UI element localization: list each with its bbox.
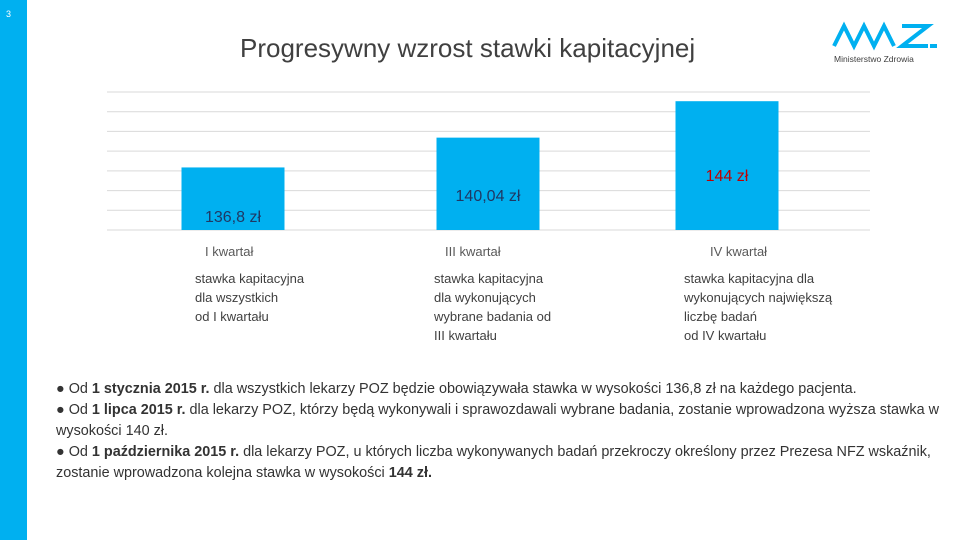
description-line: dla wykonujących [434, 290, 536, 305]
description-line: stawka kapitacyjna dla [684, 271, 815, 286]
category-label-1: I kwartał [205, 244, 254, 259]
bullet-text: dla lekarzy POZ, u których liczba wykonywanych badań przekroczy określony przez Prezesa NFZ wskaźnik, zostanie wprowadzona kolejna stawka w wysokości [56, 444, 931, 481]
description-3 [684, 269, 832, 345]
logo-text: Ministerstwo Zdrowia [834, 54, 914, 64]
description-line: od IV kwartału [684, 328, 767, 343]
description-1 [195, 269, 304, 326]
slide-number: 3 [6, 9, 12, 19]
description-line: wykonujących największą [684, 290, 833, 305]
bullet-text: Od [68, 402, 92, 418]
description-line: III kwartału [434, 328, 497, 343]
bullet-item-3 [56, 442, 956, 484]
data-label-3: 144 zł [705, 168, 749, 185]
description-2 [434, 269, 551, 345]
category-label-3: IV kwartał [710, 244, 768, 259]
bullet-amount: 144 zł. [388, 465, 432, 481]
bullet-date: 1 lipca 2015 r. [91, 402, 186, 418]
bullet-text: dla wszystkich lekarzy POZ będzie obowiązywała stawka w wysokości 136,8 zł na każdego pacjenta. [209, 381, 857, 397]
description-line: liczbę badań [684, 309, 757, 324]
data-label-2: 140,04 zł [455, 188, 521, 205]
description-line: od I kwartału [195, 309, 269, 324]
category-label-2: III kwartał [445, 244, 501, 259]
description-line: stawka kapitacyjna [434, 271, 544, 286]
description-line: wybrane badania od [434, 309, 552, 324]
bar-3 [676, 101, 779, 230]
bullet-text: Od [68, 444, 92, 460]
bullet-item-2 [56, 400, 956, 442]
bullet-marker: ● [56, 402, 65, 418]
bullet-date: 1 stycznia 2015 r. [91, 381, 210, 397]
bullet-item-1 [56, 379, 956, 400]
bullet-list [56, 379, 956, 484]
bullet-marker: ● [56, 381, 65, 397]
bullet-text: Od [68, 381, 92, 397]
bullet-marker: ● [56, 444, 65, 460]
bullet-text: dla lekarzy POZ, którzy będą wykonywali i sprawozdawali wybrane badania, zostanie wprowadzona wyższa stawka w wysokości 140 zł. [56, 402, 939, 439]
description-line: stawka kapitacyjna [195, 271, 305, 286]
data-label-1: 136,8 zł [204, 209, 262, 226]
page-title: Progresywny wzrost stawki kapitacyjnej [240, 33, 696, 63]
bar-2 [437, 138, 540, 230]
bullet-date: 1 października 2015 r. [91, 444, 240, 460]
description-line: dla wszystkich [195, 290, 279, 305]
